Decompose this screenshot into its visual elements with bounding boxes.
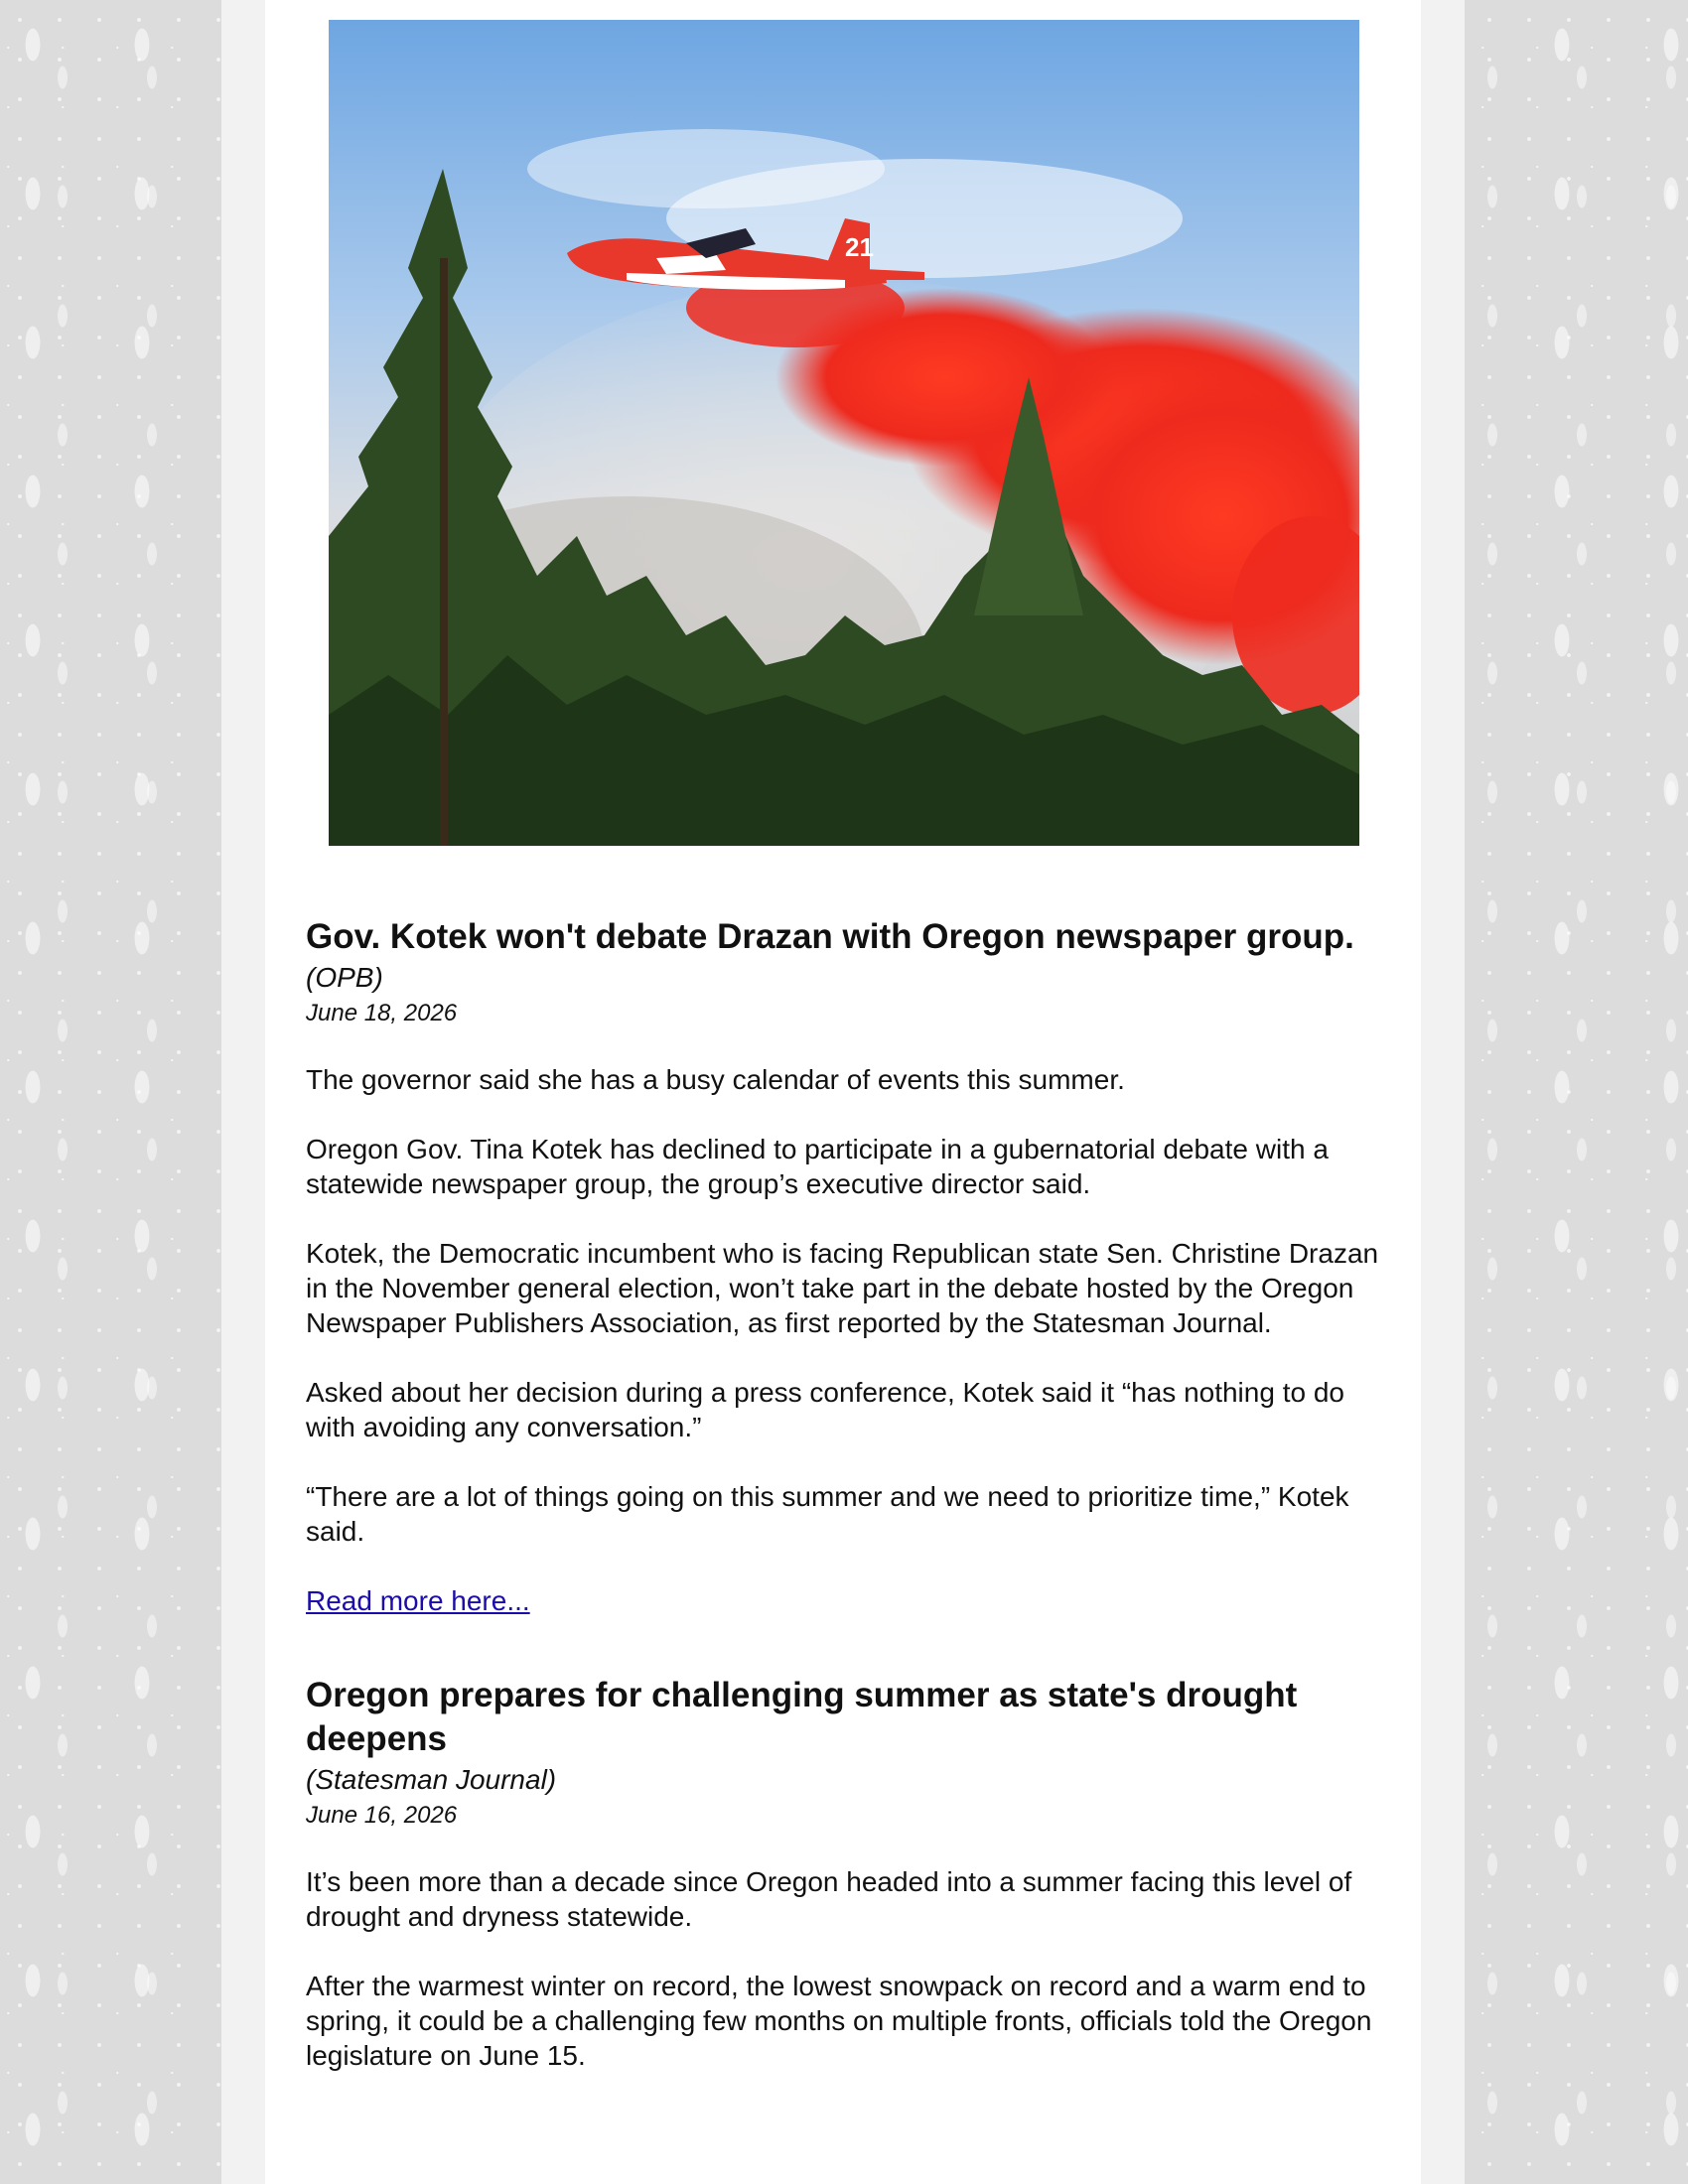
read-more-link[interactable]: Read more here... — [306, 1585, 530, 1616]
article-paragraph: Kotek, the Democratic incumbent who is facing Republican state Sen. Christine Drazan in the November general election, won’t take part in the debate hosted by the Oregon Newspaper Publishers Association, as first reported by the Statesman Journal. — [306, 1238, 1379, 1338]
article-date: June 16, 2026 — [306, 1802, 458, 1829]
article-paragraph: After the warmest winter on record, the lowest snowpack on record and a warm end to spring, it could be a challenging few months on multiple fronts, officials told the Oregon legislature on June 15. — [306, 1971, 1372, 2071]
article-headline: Gov. Kotek won't debate Drazan with Oregon newspaper group. — [306, 917, 1354, 956]
article-paragraph: The governor said she has a busy calendar of events this summer. — [306, 1064, 1125, 1095]
article-paragraph: It’s been more than a decade since Oregon headed into a summer facing this level of drought and dryness statewide. — [306, 1866, 1352, 1932]
article-date: June 18, 2026 — [306, 1000, 458, 1026]
article-paragraph: Asked about her decision during a press conference, Kotek said it “has nothing to do with avoiding any conversation.” — [306, 1377, 1344, 1442]
hero-image-airtanker-drop — [329, 20, 1359, 846]
articles — [306, 915, 1383, 2108]
page-frame — [221, 0, 1465, 2184]
article-kotek-debate — [306, 915, 1383, 1618]
svg-text:21: 21 — [845, 232, 874, 262]
article-paragraph: “There are a lot of things going on this summer and we need to prioritize time,” Kotek said. — [306, 1481, 1349, 1547]
article-source: (Statesman Journal) — [306, 1764, 557, 1795]
newsletter-body — [265, 0, 1421, 2184]
article-paragraph: Oregon Gov. Tina Kotek has declined to participate in a gubernatorial debate with a statewide newspaper group, the group’s executive director said. — [306, 1134, 1329, 1199]
article-source: (OPB) — [306, 962, 383, 993]
article-oregon-drought — [306, 1674, 1383, 2073]
article-headline: Oregon prepares for challenging summer as state's drought deepens — [306, 1676, 1298, 1758]
